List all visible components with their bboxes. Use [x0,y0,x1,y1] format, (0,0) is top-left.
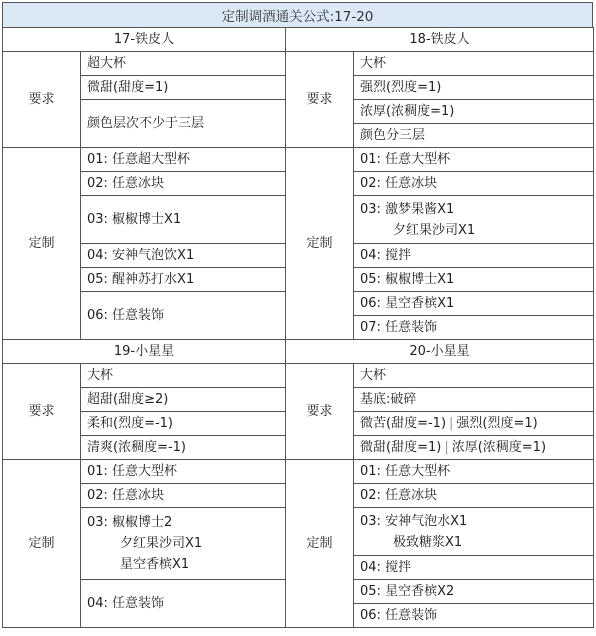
requirement-item: 大杯 [81,364,286,388]
requirement-item [354,436,594,460]
step-item: 02: 任意冰块 [81,172,286,196]
step-line: 星空香槟X1 [120,557,190,572]
step-item: 06: 任意装饰 [81,292,286,340]
separator: | [449,416,454,431]
step-item [81,508,286,580]
requirement-item: 超大杯 [81,52,286,76]
step-item: 07: 任意装饰 [354,316,594,340]
requirement-item: 清爽(浓稠度=-1) [81,436,286,460]
recipe-table [2,27,594,628]
requirement-item: 大杯 [354,52,594,76]
step-item: 01: 任意超大型杯 [81,148,286,172]
step-item [354,508,594,556]
step-item: 04: 任意装饰 [81,580,286,628]
requirement-item: 微甜(甜度=1) [81,76,286,100]
requirement-item: 大杯 [354,364,594,388]
requirement-item: 超甜(甜度≥2) [81,388,286,412]
step-item: 06: 星空香槟X1 [354,292,594,316]
requirement-part: 强烈(烈度=1) [456,416,538,431]
requirement-item: 柔和(烈度=-1) [81,412,286,436]
requirement-part: 微甜(甜度=1) [360,440,442,455]
step-line: 极致糖浆X1 [393,534,463,550]
panel-header-18: 18-铁皮人 [286,28,594,52]
step-item: 05: 椒椒博士X1 [354,268,594,292]
step-item: 04: 搅拌 [354,244,594,268]
step-item: 01: 任意大型杯 [354,460,594,484]
requirements-label: 要求 [3,364,81,460]
step-item: 02: 任意冰块 [354,172,594,196]
step-item: 04: 安神气泡饮X1 [81,244,286,268]
requirement-part: 微苦(甜度=-1) [360,416,447,431]
step-item: 01: 任意大型杯 [354,148,594,172]
step-item: 02: 任意冰块 [354,484,594,508]
panel-header-20: 20-小星星 [286,340,594,364]
panel-header-19: 19-小星星 [3,340,286,364]
sheet-title: 定制调酒通关公式:17-20 [2,2,593,28]
step-line: 03: 椒椒博士2 [87,515,173,530]
step-line: 夕红果沙司X1 [393,222,476,238]
custom-label: 定制 [3,148,81,340]
panel-header-17: 17-铁皮人 [3,28,286,52]
step-item: 06: 任意装饰 [354,604,594,628]
step-item [354,196,594,244]
requirement-item [354,412,594,436]
step-item: 05: 星空香槟X2 [354,580,594,604]
requirement-item: 基底:破碎 [354,388,594,412]
custom-label: 定制 [3,460,81,628]
requirements-label: 要求 [3,52,81,148]
step-item: 02: 任意冰块 [81,484,286,508]
custom-label: 定制 [286,148,354,340]
requirement-item: 强烈(烈度=1) [354,76,594,100]
requirement-item: 颜色层次不少于三层 [81,100,286,148]
step-item: 05: 醒神苏打水X1 [81,268,286,292]
requirements-label: 要求 [286,364,354,460]
step-item: 03: 椒椒博士X1 [81,196,286,244]
separator: | [444,440,449,455]
step-item: 01: 任意大型杯 [81,460,286,484]
requirements-label: 要求 [286,52,354,148]
custom-label: 定制 [286,460,354,628]
step-line: 夕红果沙司X1 [120,536,203,551]
step-line: 03: 激梦果酱X1 [360,201,455,217]
requirement-item: 颜色分三层 [354,124,594,148]
requirement-part: 浓厚(浓稠度=1) [451,440,547,455]
requirement-item: 浓厚(浓稠度=1) [354,100,594,124]
step-item: 04: 搅拌 [354,556,594,580]
step-line: 03: 安神气泡水X1 [360,513,468,529]
